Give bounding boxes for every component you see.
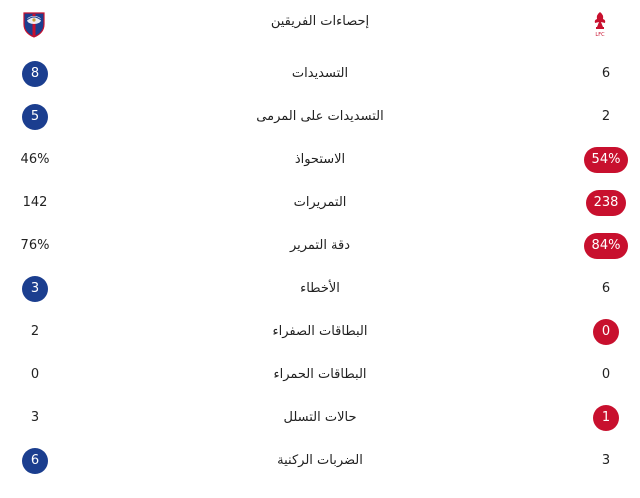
stat-row xyxy=(0,95,640,138)
stat-row xyxy=(0,52,640,95)
stat-row xyxy=(0,181,640,224)
stats-header xyxy=(0,0,640,44)
stat-label: دقة التمرير xyxy=(289,238,351,253)
stat-label: التسديدات على المرمى xyxy=(256,109,384,124)
home-stat-value xyxy=(572,224,640,267)
crystal-palace-crest-icon xyxy=(22,10,46,38)
home-stat-value: 6 xyxy=(601,66,611,81)
stat-row xyxy=(0,310,640,353)
stat-label: التمريرات xyxy=(293,195,347,210)
stat-row xyxy=(0,138,640,181)
home-leader-badge: 238 xyxy=(586,190,627,216)
stat-label: البطاقات الحمراء xyxy=(273,367,367,382)
stat-row xyxy=(0,396,640,439)
away-stat-value: 142 xyxy=(22,195,48,210)
away-leader-badge: 3 xyxy=(22,276,48,302)
away-stat-value: 3 xyxy=(30,410,40,425)
away-leader-badge: 8 xyxy=(22,61,48,87)
away-stat-value: 46% xyxy=(20,152,50,167)
home-stat-value: 2 xyxy=(601,109,611,124)
away-stat-value: 2 xyxy=(30,324,40,339)
away-leader-badge: 5 xyxy=(22,104,48,130)
home-leader-badge: 84% xyxy=(584,233,629,259)
stat-label: التسديدات xyxy=(291,66,349,81)
away-stat-value xyxy=(0,52,70,95)
away-stat-value: 76% xyxy=(20,238,50,253)
away-stat-value xyxy=(0,267,70,310)
home-stat-value xyxy=(572,138,640,181)
home-leader-badge: 1 xyxy=(593,405,619,431)
liverpool-crest-icon xyxy=(588,10,612,38)
stat-row xyxy=(0,439,640,482)
home-leader-badge: 0 xyxy=(593,319,619,345)
home-stat-value: 3 xyxy=(601,453,611,468)
away-stat-value: 0 xyxy=(30,367,40,382)
stat-label: الضربات الركنية xyxy=(277,453,363,468)
liverpool-crest-text: LFC xyxy=(595,32,605,38)
home-stat-value xyxy=(572,396,640,439)
stat-label: الأخطاء xyxy=(300,281,340,296)
home-stat-value: 6 xyxy=(601,281,611,296)
home-leader-badge: 54% xyxy=(584,147,629,173)
stat-label: البطاقات الصفراء xyxy=(272,324,368,339)
stat-row xyxy=(0,224,640,267)
stat-row xyxy=(0,353,640,396)
home-stat-value xyxy=(572,310,640,353)
stat-label: الاستحواذ xyxy=(294,152,346,167)
home-stat-value: 0 xyxy=(601,367,611,382)
stat-label: حالات التسلل xyxy=(283,410,357,425)
away-stat-value xyxy=(0,439,70,482)
away-leader-badge: 6 xyxy=(22,448,48,474)
stat-row xyxy=(0,267,640,310)
home-stat-value xyxy=(572,181,640,224)
away-stat-value xyxy=(0,95,70,138)
page-title: إحصاءات الفريقين xyxy=(270,14,370,29)
